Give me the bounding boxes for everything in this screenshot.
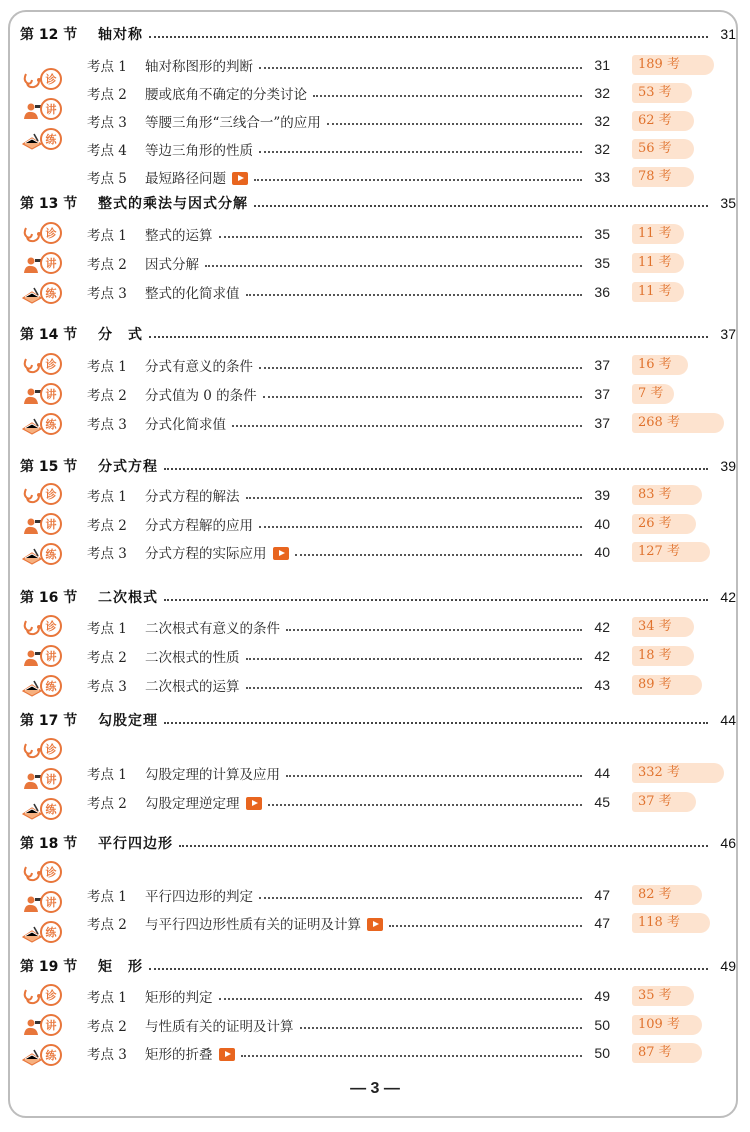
leader-dots (259, 151, 582, 153)
topic-title: 等边三角形的性质 (145, 143, 253, 159)
topic-number: 考点 2 (87, 388, 127, 404)
lecture-icon (20, 1012, 66, 1040)
exam-count-tag (632, 355, 736, 375)
video-play-icon[interactable] (232, 172, 248, 185)
section-title: 二次根式 (98, 590, 158, 606)
exam-count-tag (632, 913, 736, 933)
section-number: 第 18 节 (20, 836, 78, 852)
topic-number: 考点 1 (87, 889, 127, 905)
section-title: 分式方程 (98, 459, 158, 475)
section-number: 第 16 节 (20, 590, 78, 606)
topic-title: 与平行四边形性质有关的证明及计算 (145, 917, 361, 933)
leader-dots (149, 968, 708, 970)
leader-dots (219, 236, 583, 238)
section-title: 整式的乘法与因式分解 (98, 196, 248, 212)
exam-count-tag (632, 542, 736, 562)
leader-dots (259, 526, 582, 528)
diagnose-badge: 诊 (40, 353, 62, 375)
exam-count-tag (632, 763, 736, 783)
exam-count: 56 考 (632, 139, 694, 159)
lecture-badge: 讲 (40, 252, 62, 274)
topic-number: 考点 2 (87, 917, 127, 933)
toc-entry[interactable] (87, 383, 736, 405)
leader-dots (259, 367, 582, 369)
video-play-icon[interactable] (367, 918, 383, 931)
topic-title: 二次根式的运算 (145, 679, 240, 695)
exam-count: 332 考 (632, 763, 724, 783)
toc-entry[interactable] (87, 166, 736, 188)
toc-entry[interactable] (87, 281, 736, 303)
exam-count-tag (632, 485, 736, 505)
leader-dots (313, 95, 582, 97)
topic-title: 分式方程的解法 (145, 489, 240, 505)
leader-dots (179, 845, 708, 847)
exam-count: 7 考 (632, 384, 674, 404)
practice-icon (20, 919, 66, 947)
toc-entry[interactable] (87, 223, 736, 245)
practice-icon (20, 411, 66, 439)
toc-entry[interactable] (87, 1042, 736, 1064)
section-number: 第 15 节 (20, 459, 78, 475)
topic-number: 考点 1 (87, 228, 127, 244)
topic-title: 分式值为 0 的条件 (145, 388, 257, 404)
leader-dots (300, 1027, 583, 1029)
topic-page: 49 (594, 988, 610, 1004)
exam-count: 16 考 (632, 355, 688, 375)
exam-count: 11 考 (632, 282, 684, 302)
section-page: 31 (720, 26, 736, 42)
toc-entry[interactable] (87, 762, 736, 784)
lecture-icon (20, 889, 66, 917)
topic-title: 最短路径问题 (145, 171, 226, 187)
topic-title: 平行四边形的判定 (145, 889, 253, 905)
practice-icon (20, 673, 66, 701)
leader-dots (246, 658, 583, 660)
exam-count-tag (632, 1015, 736, 1035)
section-heading[interactable] (20, 191, 736, 215)
section-page: 39 (720, 458, 736, 474)
topic-title: 等腰三角形“三线合一”的应用 (145, 115, 321, 131)
leader-dots (246, 687, 583, 689)
section-page: 42 (720, 589, 736, 605)
topic-title: 二次根式有意义的条件 (145, 621, 280, 637)
practice-badge: 练 (40, 128, 62, 150)
diagnose-badge: 诊 (40, 222, 62, 244)
topic-number: 考点 1 (87, 767, 127, 783)
leader-dots (164, 722, 708, 724)
section-number: 第 19 节 (20, 959, 78, 975)
toc-entry[interactable] (87, 791, 736, 813)
topic-page: 33 (594, 169, 610, 185)
topic-number: 考点 3 (87, 1047, 127, 1063)
topic-title: 分式化简求值 (145, 417, 226, 433)
topic-title: 与性质有关的证明及计算 (145, 1019, 294, 1035)
lecture-icon (20, 511, 66, 539)
practice-icon (20, 280, 66, 308)
exam-count: 26 考 (632, 514, 696, 534)
exam-count: 118 考 (632, 913, 710, 933)
page-number: 3 (370, 1080, 380, 1097)
topic-title: 勾股定理的计算及应用 (145, 767, 280, 783)
topic-page: 40 (594, 516, 610, 532)
section-heading[interactable] (20, 322, 736, 346)
section-page: 35 (720, 195, 736, 211)
practice-badge: 练 (40, 413, 62, 435)
leader-dots (263, 396, 582, 398)
section-number: 第 12 节 (20, 27, 78, 43)
exam-count-tag (632, 83, 736, 103)
topic-page: 42 (594, 619, 610, 635)
topic-title: 矩形的判定 (145, 990, 213, 1006)
diagnose-badge: 诊 (40, 738, 62, 760)
topic-number: 考点 2 (87, 518, 127, 534)
leader-dots (241, 1055, 583, 1057)
toc-entry[interactable] (87, 138, 736, 160)
topic-title: 整式的运算 (145, 228, 213, 244)
exam-count-tag (632, 675, 736, 695)
diagnose-icon (20, 481, 66, 509)
leader-dots (246, 294, 583, 296)
leader-dots (254, 205, 708, 207)
lecture-badge: 讲 (40, 98, 62, 120)
leader-dots (286, 629, 582, 631)
leader-dots (219, 998, 583, 1000)
section-heading[interactable] (20, 831, 736, 855)
exam-count: 109 考 (632, 1015, 702, 1035)
topic-page: 37 (594, 357, 610, 373)
topic-page: 43 (594, 677, 610, 693)
topic-number: 考点 1 (87, 489, 127, 505)
leader-dots (232, 425, 582, 427)
exam-count: 127 考 (632, 542, 710, 562)
topic-number: 考点 2 (87, 650, 127, 666)
diagnose-badge: 诊 (40, 615, 62, 637)
lecture-badge: 讲 (40, 768, 62, 790)
practice-badge: 练 (40, 1044, 62, 1066)
exam-count-tag (632, 885, 736, 905)
exam-count: 34 考 (632, 617, 694, 637)
topic-page: 44 (594, 765, 610, 781)
lecture-badge: 讲 (40, 383, 62, 405)
lecture-badge: 讲 (40, 1014, 62, 1036)
toc-entry[interactable] (87, 412, 736, 434)
lecture-icon (20, 250, 66, 278)
section-page: 46 (720, 835, 736, 851)
topic-number: 考点 3 (87, 546, 127, 562)
diagnose-icon (20, 351, 66, 379)
exam-count: 35 考 (632, 986, 694, 1006)
exam-count-tag (632, 646, 736, 666)
practice-badge: 练 (40, 798, 62, 820)
exam-count-tag (632, 253, 736, 273)
topic-page: 35 (594, 255, 610, 271)
leader-dots (259, 897, 582, 899)
video-play-icon[interactable] (246, 797, 262, 810)
exam-count-tag (632, 282, 736, 302)
diagnose-icon (20, 220, 66, 248)
topic-title: 分式方程解的应用 (145, 518, 253, 534)
exam-count-tag (632, 514, 736, 534)
topic-page: 32 (594, 141, 610, 157)
topic-title: 勾股定理逆定理 (145, 796, 240, 812)
section-page: 44 (720, 712, 736, 728)
practice-icon (20, 796, 66, 824)
lecture-icon (20, 766, 66, 794)
lecture-badge: 讲 (40, 891, 62, 913)
section-title: 勾股定理 (98, 713, 158, 729)
diagnose-icon (20, 613, 66, 641)
topic-page: 32 (594, 113, 610, 129)
practice-icon (20, 1042, 66, 1070)
toc-entry[interactable] (87, 616, 736, 638)
exam-count-tag (632, 986, 736, 1006)
exam-count-tag (632, 792, 736, 812)
leader-dots (286, 775, 582, 777)
toc-entry[interactable] (87, 513, 736, 535)
leader-dots (259, 67, 582, 69)
exam-count-tag (632, 55, 736, 75)
topic-number: 考点 3 (87, 115, 127, 131)
topic-page: 45 (594, 794, 610, 810)
topic-title: 二次根式的性质 (145, 650, 240, 666)
topic-number: 考点 3 (87, 679, 127, 695)
exam-count: 78 考 (632, 167, 694, 187)
topic-page: 35 (594, 226, 610, 242)
exam-count-tag (632, 413, 736, 433)
exam-count: 83 考 (632, 485, 702, 505)
exam-count-tag (632, 139, 736, 159)
leader-dots (246, 497, 583, 499)
practice-badge: 练 (40, 543, 62, 565)
topic-page: 37 (594, 415, 610, 431)
toc-entry[interactable] (87, 82, 736, 104)
practice-badge: 练 (40, 282, 62, 304)
topic-page: 37 (594, 386, 610, 402)
topic-number: 考点 3 (87, 286, 127, 302)
lecture-icon (20, 643, 66, 671)
section-heading[interactable] (20, 708, 736, 732)
leader-dots (295, 554, 583, 556)
topic-page: 40 (594, 544, 610, 560)
topic-title: 矩形的折叠 (145, 1047, 213, 1063)
page-footer: — 3 — (350, 1080, 400, 1097)
topic-page: 50 (594, 1045, 610, 1061)
lecture-icon (20, 381, 66, 409)
topic-number: 考点 1 (87, 990, 127, 1006)
section-title: 矩 形 (98, 959, 143, 975)
section-number: 第 17 节 (20, 713, 78, 729)
leader-dots (389, 925, 582, 927)
topic-title: 轴对称图形的判断 (145, 59, 253, 75)
toc-entry[interactable] (87, 912, 736, 934)
video-play-icon[interactable] (219, 1048, 235, 1061)
topic-title: 分式有意义的条件 (145, 359, 253, 375)
exam-count: 87 考 (632, 1043, 702, 1063)
section-number: 第 14 节 (20, 327, 78, 343)
topic-number: 考点 4 (87, 143, 127, 159)
toc-entry[interactable] (87, 645, 736, 667)
exam-count: 62 考 (632, 111, 694, 131)
video-play-icon[interactable] (273, 547, 289, 560)
topic-page: 32 (594, 85, 610, 101)
exam-count: 82 考 (632, 885, 702, 905)
toc-entry[interactable] (87, 674, 736, 696)
toc-entry[interactable] (87, 252, 736, 274)
diagnose-icon (20, 66, 66, 94)
topic-page: 50 (594, 1017, 610, 1033)
topic-number: 考点 2 (87, 257, 127, 273)
section-heading[interactable] (20, 585, 736, 609)
topic-page: 47 (594, 887, 610, 903)
diagnose-badge: 诊 (40, 984, 62, 1006)
topic-title: 整式的化简求值 (145, 286, 240, 302)
toc-entry[interactable] (87, 484, 736, 506)
topic-number: 考点 2 (87, 1019, 127, 1035)
topic-number: 考点 2 (87, 796, 127, 812)
leader-dots (254, 179, 582, 181)
section-page: 37 (720, 326, 736, 342)
toc-entry[interactable] (87, 1014, 736, 1036)
topic-page: 36 (594, 284, 610, 300)
diagnose-icon (20, 859, 66, 887)
toc-entry[interactable] (87, 110, 736, 132)
section-title: 分 式 (98, 327, 143, 343)
lecture-badge: 讲 (40, 513, 62, 535)
topic-page: 47 (594, 915, 610, 931)
topic-page: 39 (594, 487, 610, 503)
exam-count: 11 考 (632, 253, 684, 273)
diagnose-icon (20, 736, 66, 764)
topic-title: 分式方程的实际应用 (145, 546, 267, 562)
leader-dots (164, 468, 708, 470)
section-title: 平行四边形 (98, 836, 173, 852)
topic-number: 考点 1 (87, 359, 127, 375)
diagnose-badge: 诊 (40, 483, 62, 505)
diagnose-badge: 诊 (40, 861, 62, 883)
exam-count-tag (632, 224, 736, 244)
topic-number: 考点 3 (87, 417, 127, 433)
practice-icon (20, 126, 66, 154)
toc-entry[interactable] (87, 54, 736, 76)
toc-entry[interactable] (87, 985, 736, 1007)
topic-number: 考点 1 (87, 621, 127, 637)
practice-icon (20, 541, 66, 569)
diagnose-badge: 诊 (40, 68, 62, 90)
topic-number: 考点 5 (87, 171, 127, 187)
exam-count: 268 考 (632, 413, 724, 433)
lecture-badge: 讲 (40, 645, 62, 667)
exam-count: 11 考 (632, 224, 684, 244)
topic-page: 31 (594, 57, 610, 73)
exam-count: 89 考 (632, 675, 702, 695)
leader-dots (149, 36, 708, 38)
exam-count: 18 考 (632, 646, 694, 666)
section-heading[interactable] (20, 954, 736, 978)
toc-entry[interactable] (87, 884, 736, 906)
section-number: 第 13 节 (20, 196, 78, 212)
topic-number: 考点 1 (87, 59, 127, 75)
exam-count-tag (632, 384, 736, 404)
exam-count-tag (632, 167, 736, 187)
section-heading[interactable] (20, 22, 736, 46)
section-heading[interactable] (20, 454, 736, 478)
diagnose-icon (20, 982, 66, 1010)
leader-dots (268, 804, 583, 806)
topic-number: 考点 2 (87, 87, 127, 103)
leader-dots (205, 265, 582, 267)
toc-entry[interactable] (87, 354, 736, 376)
topic-title: 腰或底角不确定的分类讨论 (145, 87, 307, 103)
practice-badge: 练 (40, 921, 62, 943)
exam-count-tag (632, 1043, 736, 1063)
lecture-icon (20, 96, 66, 124)
exam-count: 189 考 (632, 55, 714, 75)
exam-count-tag (632, 617, 736, 637)
leader-dots (164, 599, 708, 601)
exam-count-tag (632, 111, 736, 131)
topic-title: 因式分解 (145, 257, 199, 273)
leader-dots (149, 336, 708, 338)
practice-badge: 练 (40, 675, 62, 697)
exam-count: 37 考 (632, 792, 696, 812)
exam-count: 53 考 (632, 83, 692, 103)
topic-page: 42 (594, 648, 610, 664)
leader-dots (327, 123, 582, 125)
toc-entry[interactable] (87, 541, 736, 563)
section-title: 轴对称 (98, 27, 143, 43)
section-page: 49 (720, 958, 736, 974)
